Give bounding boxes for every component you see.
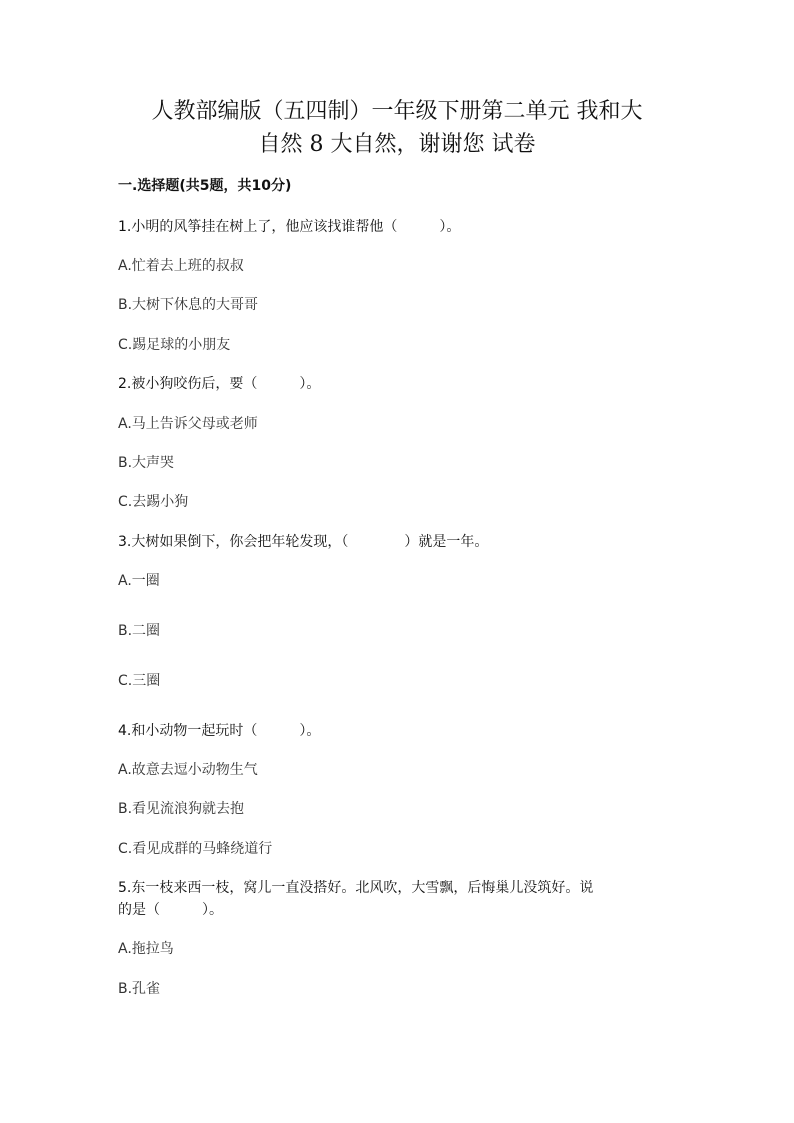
question-5-option-b: B.孔雀 [118, 981, 161, 997]
question-1-option-a: A.忙着去上班的叔叔 [118, 258, 244, 274]
question-2-option-b: B.大声哭 [118, 455, 175, 471]
question-5-option-a: A.拖拉鸟 [118, 941, 174, 957]
question-4-option-b: B.看见流浪狗就去抱 [118, 801, 245, 817]
question-4-stem: 4.和小动物一起玩时（ ）。 [118, 723, 321, 739]
question-3-option-b: B.二圈 [118, 623, 161, 639]
question-2-option-a: A.马上告诉父母或老师 [118, 416, 258, 432]
question-2-stem: 2.被小狗咬伤后，要（ ）。 [118, 376, 321, 392]
question-5-stem-line-2: 的是（ ）。 [118, 902, 223, 918]
question-1-option-c: C.踢足球的小朋友 [118, 337, 231, 353]
page-title-line-1: 人教部编版（五四制）一年级下册第二单元 我和大 [151, 99, 643, 124]
question-3-stem: 3.大树如果倒下，你会把年轮发现，（ ）就是一年。 [118, 534, 489, 550]
question-1-stem: 1.小明的风筝挂在树上了，他应该找谁帮他（ ）。 [118, 219, 461, 235]
question-4-option-a: A.故意去逗小动物生气 [118, 762, 258, 778]
question-5-stem-line-1: 5.东一枝来西一枝，窝儿一直没搭好。北风吹，大雪飘，后悔巢儿没筑好。说 [118, 880, 594, 896]
question-3-option-c: C.三圈 [118, 673, 161, 689]
page-title-line-2: 自然 8 大自然，谢谢您 试卷 [258, 132, 536, 157]
question-3-option-a: A.一圈 [118, 573, 160, 589]
question-4-option-c: C.看见成群的马蜂绕道行 [118, 841, 273, 857]
question-2-option-c: C.去踢小狗 [118, 494, 189, 510]
section-heading: 一.选择题(共5题，共10分) [118, 178, 292, 194]
question-1-option-b: B.大树下休息的大哥哥 [118, 297, 259, 313]
